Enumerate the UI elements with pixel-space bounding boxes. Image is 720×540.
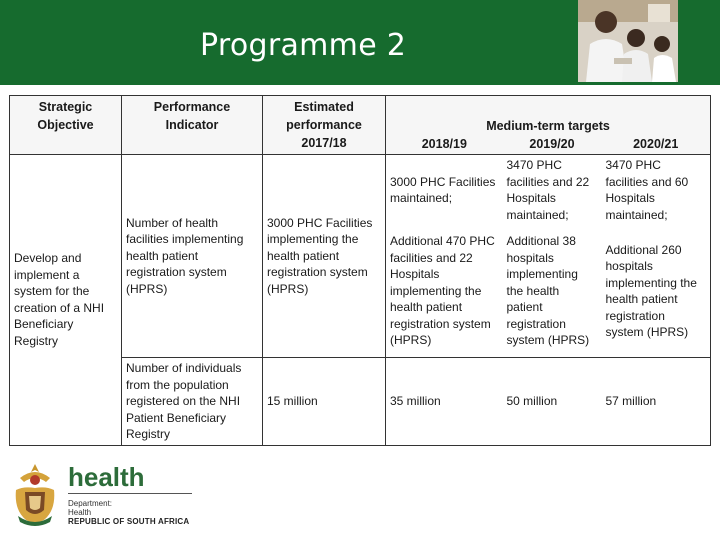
header-strategic-objective: Strategic Objective <box>10 96 122 155</box>
coat-of-arms-icon <box>10 460 60 530</box>
target-2019-maintained: 3470 PHC facilities and 22 Hospitals maintained; <box>506 158 590 222</box>
header-medium-term-targets <box>386 96 711 155</box>
title-banner <box>0 0 720 85</box>
medium-term-label: Medium-term targets <box>486 119 610 133</box>
slide-title: Programme 2 <box>200 28 407 63</box>
target-2019-additional: Additional 38 hospitals implementing the health patient registration system (HPRS) <box>503 225 602 358</box>
target-2020-individuals: 57 million <box>605 394 657 408</box>
target-2018-individuals: 35 million <box>390 394 441 408</box>
estimated-facilities: 3000 PHC Facilities implementing the health patient registration system (HPRS) <box>263 155 386 358</box>
year-headers <box>386 135 710 153</box>
year-2019-20: 2019/20 <box>529 137 575 151</box>
estimated-individuals: 15 million <box>263 358 386 446</box>
year-2018-19: 2018/19 <box>421 137 467 151</box>
health-department-logo <box>68 464 192 527</box>
brand-country: REPUBLIC OF SOUTH AFRICA <box>68 517 190 526</box>
strategic-objective-cell: Develop and implement a system for the creation of a NHI Beneficiary Registry <box>10 155 122 446</box>
brand-wordmark: health <box>68 462 145 492</box>
indicator-facilities: Number of health facilities implementing health patient registration system (HPRS) <box>122 155 263 358</box>
people-photo <box>578 0 678 82</box>
year-2020-21: 2020/21 <box>633 137 679 151</box>
target-2018-additional: Additional 470 PHC facilities and 22 Hospitals implementing the health patient registration system (HPRS) <box>386 225 503 358</box>
target-2019-individuals: 50 million <box>506 394 558 408</box>
targets-table <box>9 95 710 441</box>
target-2020-additional: Additional 260 hospitals implementing the health patient registration system (HPRS) <box>602 225 711 358</box>
header-performance-indicator: Performance Indicator <box>122 96 263 155</box>
target-2018-maintained: 3000 PHC Facilities maintained; <box>390 174 496 205</box>
brand-department-name: Health <box>68 508 92 517</box>
brand-department-label: Department: <box>68 499 113 508</box>
indicator-individuals: Number of individuals from the population registered on the NHI Patient Beneficiary Registry <box>122 358 263 446</box>
target-2020-maintained: 3470 PHC facilities and 60 Hospitals maintained; <box>605 158 689 222</box>
brand-divider <box>68 493 192 494</box>
header-estimated-performance: Estimated performance 2017/18 <box>263 96 386 155</box>
